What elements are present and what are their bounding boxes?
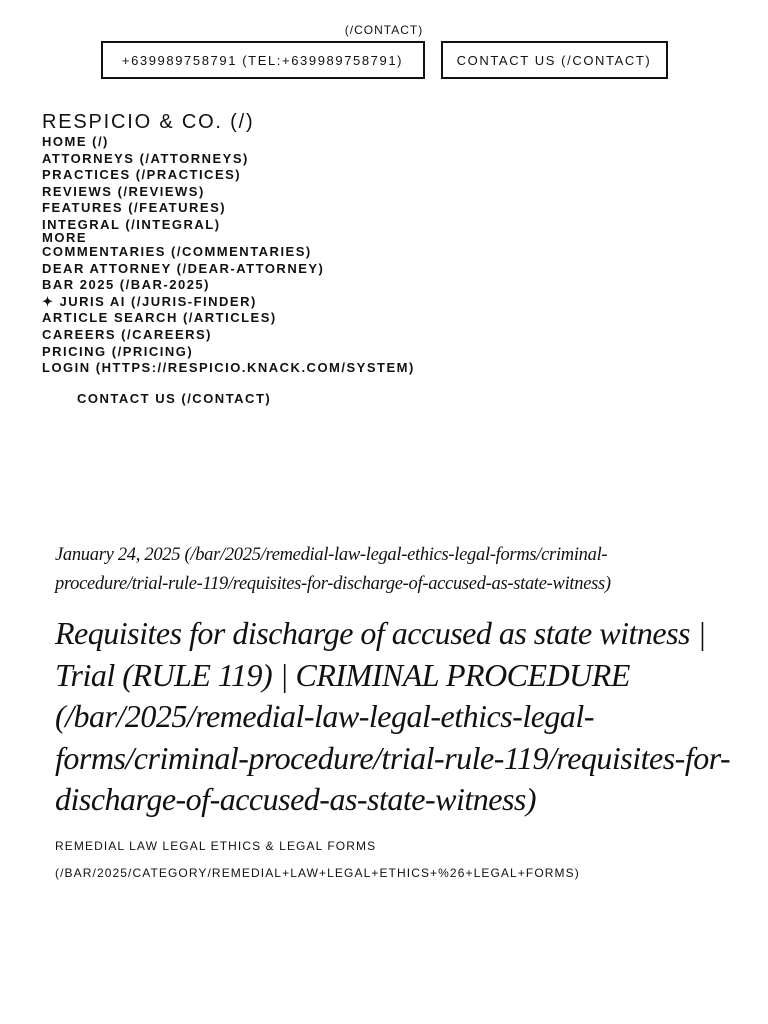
nav-item-attorneys[interactable]: ATTORNEYS (/ATTORNEYS)	[42, 150, 249, 166]
nav-item-article-search[interactable]: ARTICLE SEARCH (/ARTICLES)	[42, 310, 277, 326]
nav-item-integral[interactable]: INTEGRAL (/INTEGRAL)	[42, 216, 221, 232]
nav-item-commentaries[interactable]: COMMENTARIES (/COMMENTARIES)	[42, 243, 312, 259]
nav-item-careers[interactable]: CAREERS (/CAREERS)	[42, 326, 213, 342]
post-title-link[interactable]: Requisites for discharge of accused as state witness | Trial (RULE 119) | CRIMINAL PROCEDURE (/bar/2025/remedial-law-legal-ethics-legal-forms/criminal-procedure/trial-rule-119/requisites-for-discharge-of-accused-as-state-witness)	[55, 615, 731, 817]
post-category-name: REMEDIAL LAW LEGAL ETHICS & LEGAL FORMS	[55, 839, 377, 853]
nav-item-reviews[interactable]: REVIEWS (/REVIEWS)	[42, 183, 205, 199]
nav-item-bar-2025[interactable]: BAR 2025 (/BAR-2025)	[42, 277, 210, 293]
post-category-link[interactable]	[55, 833, 715, 887]
nav-item-juris-ai[interactable]: ✦ JURIS AI (/JURIS-FINDER)	[42, 293, 257, 309]
nav-item-dear-attorney[interactable]: DEAR ATTORNEY (/DEAR-ATTORNEY)	[42, 260, 325, 276]
post-category-url: (/BAR/2025/CATEGORY/REMEDIAL+LAW+LEGAL+ETHICS+%26+LEGAL+FORMS)	[55, 866, 580, 880]
nav-item-login[interactable]: LOGIN (HTTPS://RESPICIO.KNACK.COM/SYSTEM)	[42, 360, 415, 376]
phone-button[interactable]: +639989758791 (TEL:+639989758791)	[101, 41, 425, 79]
contact-us-button[interactable]: CONTACT US (/CONTACT)	[441, 41, 668, 79]
nav-item-practices[interactable]: PRACTICES (/PRACTICES)	[42, 167, 242, 183]
post-date-link[interactable]: January 24, 2025 (/bar/2025/remedial-law-legal-ethics-legal-forms/criminal-procedure/trial-rule-119/requisites-for-discharge-of-accused-as-state-witness)	[55, 545, 611, 594]
top-contact-link[interactable]: (/CONTACT)	[344, 23, 424, 37]
nav-more-toggle[interactable]: MORE	[42, 229, 87, 245]
nav-item-features[interactable]: FEATURES (/FEATURES)	[42, 200, 227, 216]
header-buttons	[0, 41, 768, 79]
nav-contact-link[interactable]: CONTACT US (/CONTACT)	[77, 391, 272, 406]
site-logo-link[interactable]: RESPICIO & CO. (/)	[42, 111, 255, 133]
main-navigation	[42, 134, 415, 377]
nav-item-home[interactable]: HOME (/)	[42, 134, 109, 149]
nav-item-pricing[interactable]: PRICING (/PRICING)	[42, 343, 194, 359]
